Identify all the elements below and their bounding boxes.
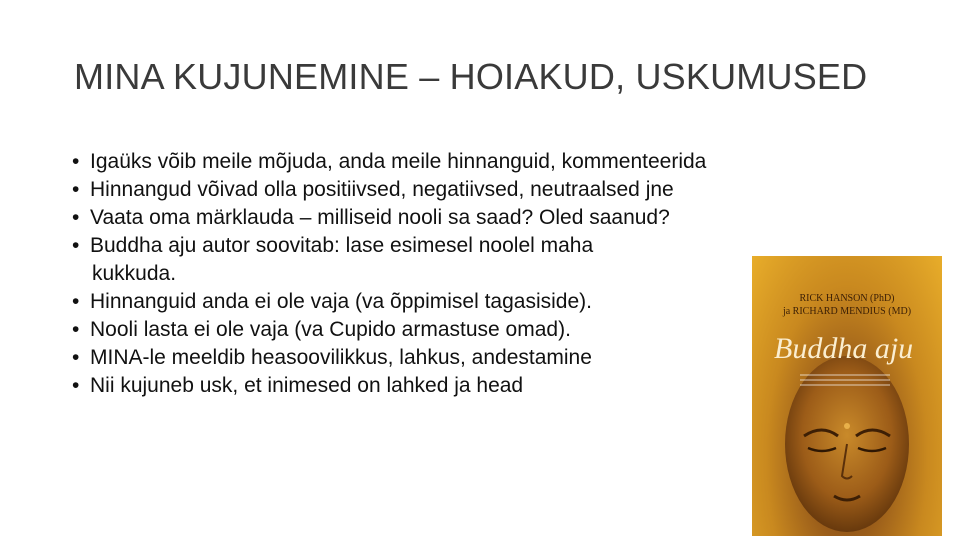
bullet-item — [72, 316, 706, 344]
bullet-continuation — [72, 260, 706, 288]
book-authors — [752, 292, 942, 318]
bullet-item — [72, 372, 706, 400]
bullet-dot: • — [72, 318, 80, 341]
bullet-item — [72, 232, 706, 260]
bullet-item — [72, 288, 706, 316]
bullet-dot: • — [72, 206, 80, 229]
bullet-text: Igaüks võib meile mõjuda, anda meile hinnanguid, kommenteerida — [90, 150, 707, 173]
bullet-text: Nii kujuneb usk, et inimesed on lahked ja head — [90, 374, 524, 397]
book-title: Buddha aju — [774, 332, 914, 365]
bullet-item — [72, 148, 706, 176]
bullet-item — [72, 176, 706, 204]
bullet-item — [72, 204, 706, 232]
bullet-text: Buddha aju autor soovitab: lase esimesel noolel maha — [90, 234, 594, 257]
book-cover-image — [752, 256, 942, 536]
bullet-text: Vaata oma märklauda – milliseid nooli sa saad? Oled saanud? — [90, 206, 670, 229]
bullet-list — [72, 148, 706, 400]
book-author-line: RICK HANSON (PhD) — [799, 293, 895, 304]
book-subtitle-lines — [800, 374, 890, 388]
bullet-dot: • — [72, 234, 80, 257]
bullet-dot: • — [72, 346, 80, 369]
slide-title: MINA KUJUNEMINE – HOIAKUD, USKUMUSED — [74, 56, 868, 97]
bullet-text: MINA-le meeldib heasoovilikkus, lahkus, andestamine — [90, 346, 592, 369]
bullet-text: Hinnanguid anda ei ole vaja (va õppimisel tagasiside). — [90, 290, 592, 313]
bullet-dot: • — [72, 290, 80, 313]
bullet-dot: • — [72, 150, 80, 173]
bullet-text: kukkuda. — [92, 262, 177, 285]
bullet-item — [72, 344, 706, 372]
bullet-dot: • — [72, 374, 80, 397]
bullet-text: Hinnangud võivad olla positiivsed, negatiivsed, neutraalsed jne — [90, 178, 674, 201]
bullet-text: Nooli lasta ei ole vaja (va Cupido armastuse omad). — [90, 318, 571, 341]
bullet-dot: • — [72, 178, 80, 201]
book-author-line: ja RICHARD MENDIUS (MD) — [782, 306, 912, 317]
